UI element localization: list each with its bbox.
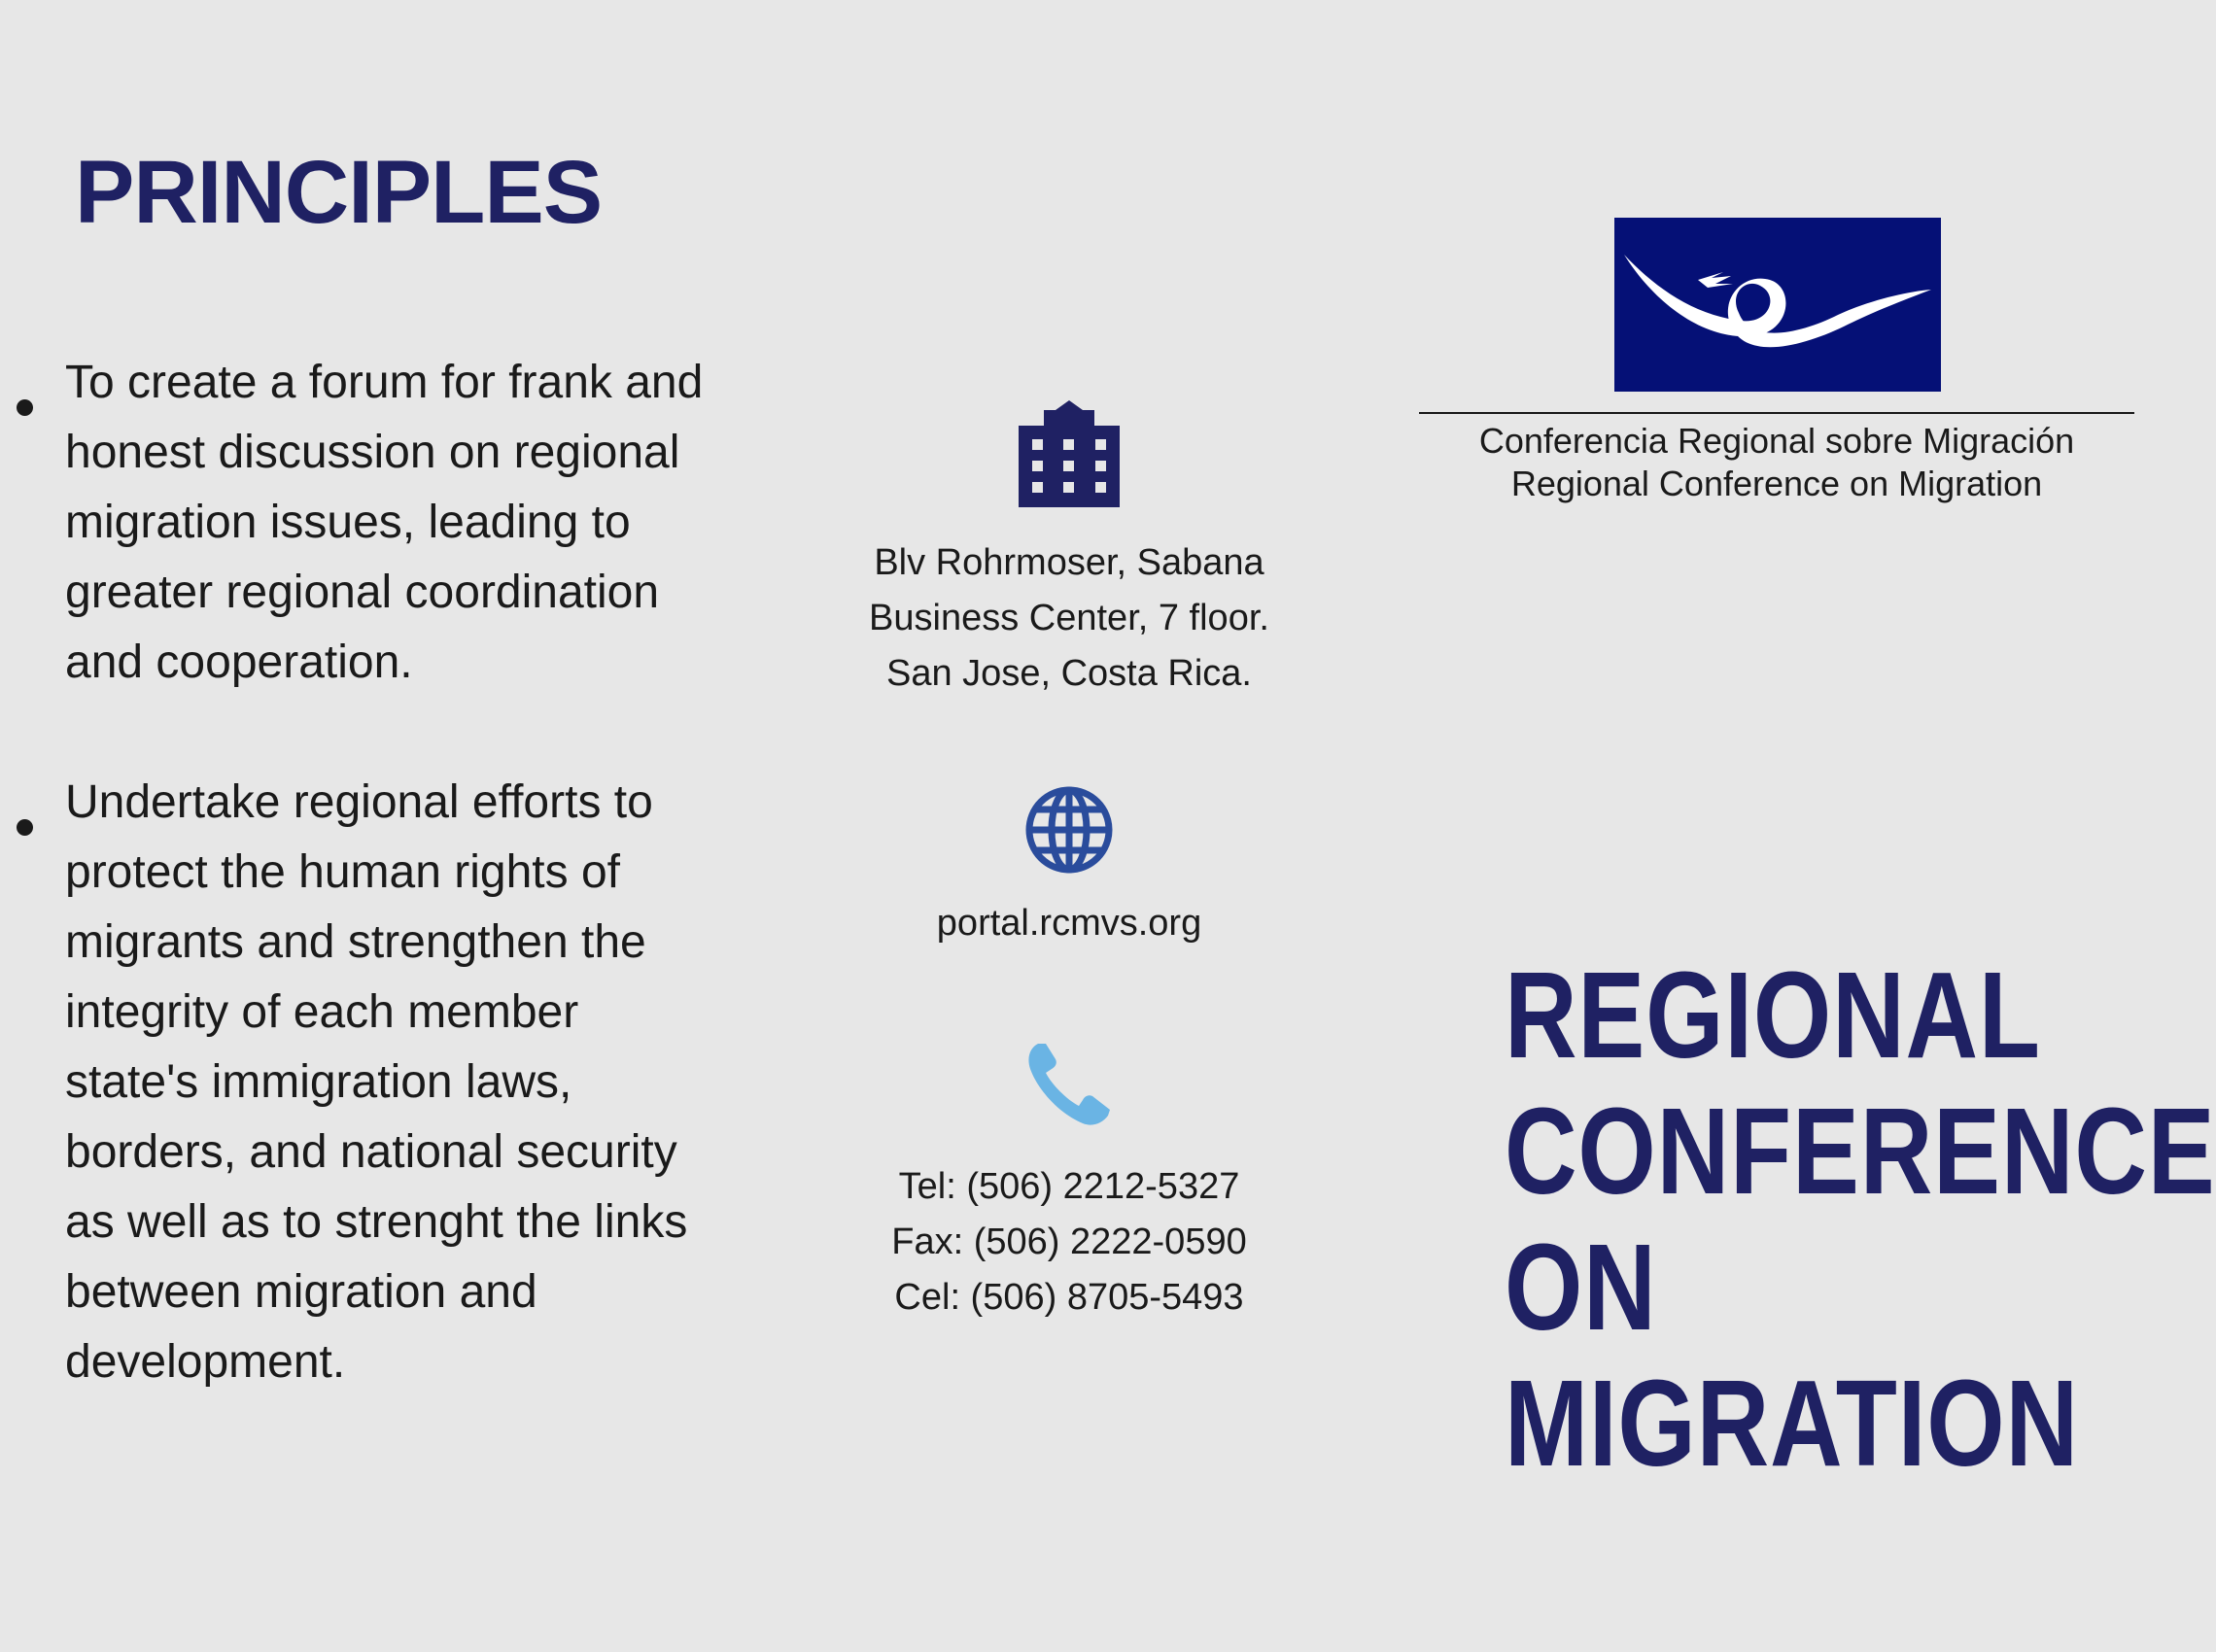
bullet-icon bbox=[17, 399, 33, 416]
list-item bbox=[0, 768, 719, 1397]
org-name-es: Conferencia Regional sobre Migración bbox=[1478, 421, 2075, 461]
bullet-icon bbox=[17, 819, 33, 836]
building-icon bbox=[1019, 400, 1120, 507]
divider bbox=[1419, 412, 2134, 414]
list-item bbox=[0, 348, 719, 698]
website-link[interactable]: portal.rcmvs.org bbox=[936, 903, 1202, 944]
principles-list bbox=[0, 348, 719, 1467]
phone-tel: Tel: (506) 2212-5327 bbox=[898, 1166, 1240, 1207]
org-name-en: Regional Conference on Migration bbox=[1510, 464, 2043, 503]
principle-text: To create a forum for frank and honest discussion on regional migration issues, leading to greater regional coordination and cooperation. bbox=[65, 357, 704, 688]
address-line: Business Center, 7 floor. bbox=[869, 598, 1269, 638]
phone-icon bbox=[1024, 1038, 1114, 1127]
address-line: Blv Rohrmoser, Sabana bbox=[874, 542, 1264, 583]
title-line: CONFERENCE bbox=[1505, 1083, 2216, 1220]
phone-cel: Cel: (506) 8705-5493 bbox=[894, 1277, 1244, 1318]
contact-panel bbox=[778, 0, 1361, 1652]
title-line: MIGRATION bbox=[1505, 1355, 2079, 1492]
globe-icon bbox=[1024, 785, 1114, 875]
title-line: ON bbox=[1505, 1219, 1657, 1356]
principles-heading: PRINCIPLES bbox=[75, 143, 603, 242]
principle-text: Undertake regional efforts to protect the human rights of migrants and strengthen the integrity of each member state's immigration laws, borders, and national security as well as to strenght the links between migration and development. bbox=[65, 776, 688, 1388]
address-line: San Jose, Costa Rica. bbox=[886, 653, 1252, 694]
cover-title bbox=[1505, 946, 2216, 1492]
dove-wave-logo bbox=[1614, 218, 1941, 392]
title-line: REGIONAL bbox=[1505, 946, 2041, 1084]
phone-numbers bbox=[778, 1159, 1361, 1325]
address bbox=[778, 535, 1361, 702]
phone-fax: Fax: (506) 2222-0590 bbox=[891, 1222, 1247, 1262]
org-names bbox=[1419, 420, 2134, 505]
